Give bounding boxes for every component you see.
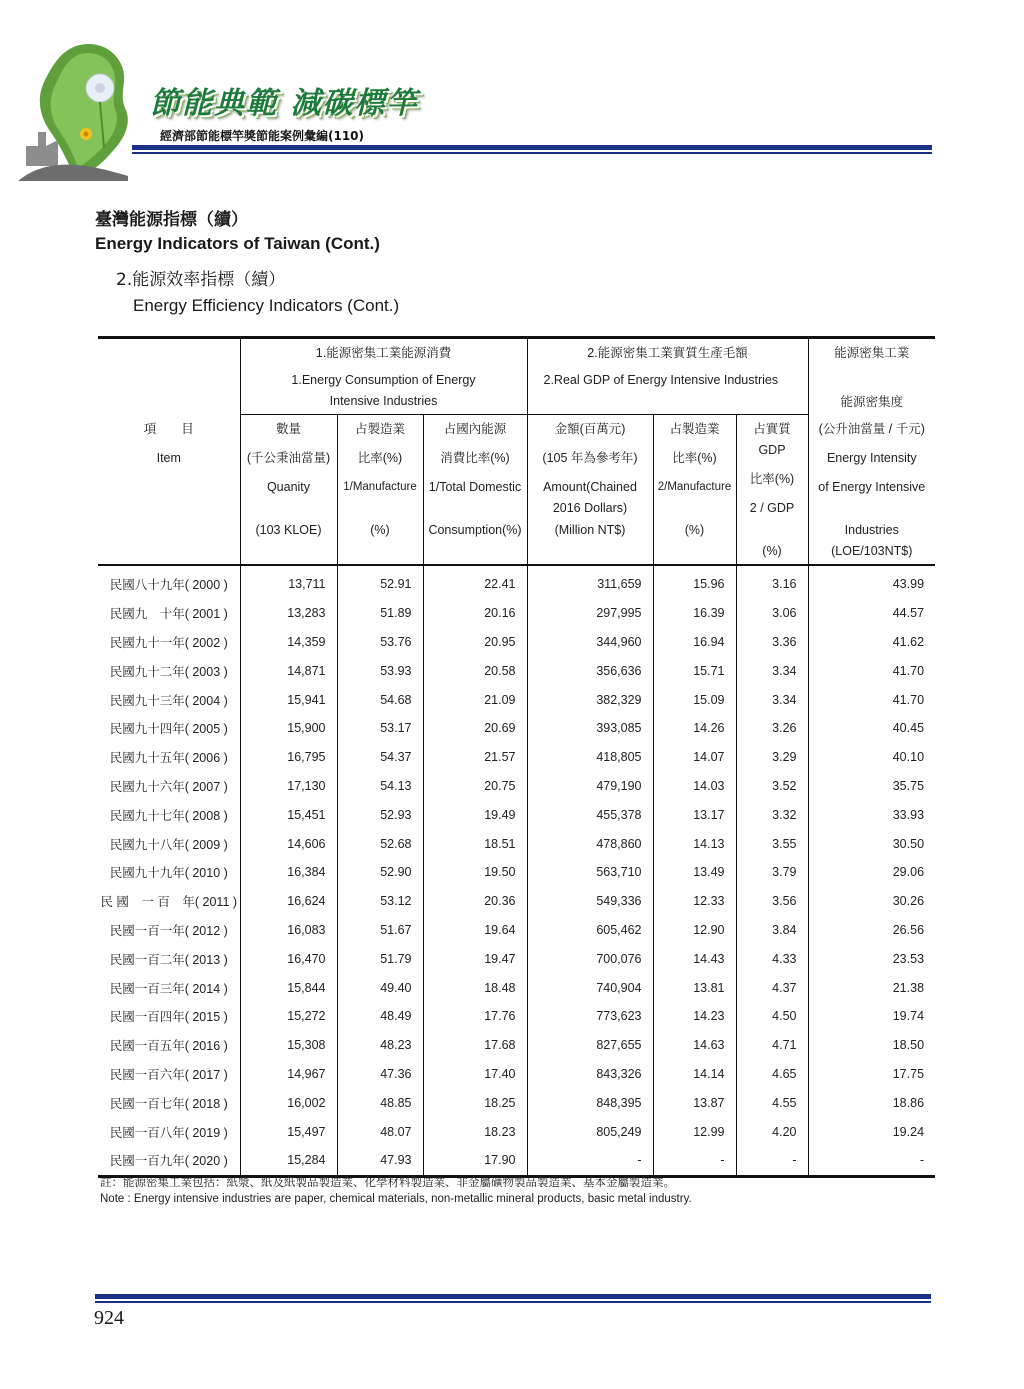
row-value-cell: 30.26 (808, 887, 935, 916)
row-value-cell: 3.84 (736, 916, 808, 945)
row-value-cell: 14.43 (653, 944, 736, 973)
row-value-cell: 16,083 (240, 916, 337, 945)
row-value-cell: 3.29 (736, 743, 808, 772)
row-value-cell: 14,359 (240, 628, 337, 657)
page-number: 924 (94, 1307, 124, 1329)
row-value-cell: - (808, 1146, 935, 1176)
header-rule-thin (132, 152, 932, 154)
row-value-cell: 549,336 (527, 887, 653, 916)
row-value-cell: 13,711 (240, 565, 337, 599)
row-value-cell: 4.50 (736, 1002, 808, 1031)
row-value-cell: 605,462 (527, 916, 653, 945)
row-value-cell: 16,384 (240, 858, 337, 887)
item-header-en: Item (156, 450, 181, 465)
row-value-cell: 13.87 (653, 1088, 736, 1117)
note-en: Note : Energy intensive industries are paper, chemical materials, non-metallic mineral products, basic metal industry. (100, 1193, 692, 1205)
row-value-cell: 16.94 (653, 628, 736, 657)
row-value-cell: 14,871 (240, 656, 337, 685)
row-year-cell: 民國一百一年( 2012 ) (109, 923, 228, 938)
row-value-cell: 13.17 (653, 800, 736, 829)
row-value-cell: 18.50 (808, 1031, 935, 1060)
row-value-cell: 3.16 (736, 565, 808, 599)
row-value-cell: 48.07 (337, 1117, 423, 1146)
row-year-cell: 民國九十七年( 2008 ) (109, 808, 228, 823)
col-amount-unit-zh: (105 年為參考年) (542, 451, 638, 465)
row-value-cell: 12.90 (653, 916, 736, 945)
row-value-cell: 22.41 (423, 565, 527, 599)
row-year-cell: 民國一百五年( 2016 ) (109, 1039, 228, 1054)
group1-header-en: 1.Energy Consumption of Energy Intensive Industries (240, 364, 527, 415)
row-value-cell: 20.36 (423, 887, 527, 916)
table-row (98, 1002, 935, 1031)
table-row (98, 565, 935, 599)
row-value-cell: 14.23 (653, 1002, 736, 1031)
table-row (98, 973, 935, 1002)
table-row (98, 656, 935, 685)
row-value-cell: 17.76 (423, 1002, 527, 1031)
col-gdp-zh: 占實質 GDP (753, 422, 791, 457)
row-value-cell: 47.36 (337, 1060, 423, 1089)
col-manufacture2-en: 2/Manufacture (657, 481, 732, 493)
col-manufacture2-unit-zh: 比率(%) (672, 451, 717, 465)
row-year-cell: 民國一百六年( 2017 ) (109, 1067, 228, 1082)
col-quantity-unit-zh: (千公秉油當量) (246, 451, 331, 465)
row-value-cell: 19.24 (808, 1117, 935, 1146)
col-amount-zh: 金額(百萬元) (554, 422, 626, 436)
group2-header-zh: 2.能源密集工業實質生產毛額 (527, 338, 808, 365)
row-value-cell: 53.93 (337, 656, 423, 685)
row-value-cell: 479,190 (527, 772, 653, 801)
row-value-cell: 14.03 (653, 772, 736, 801)
row-value-cell: 18.23 (423, 1117, 527, 1146)
row-value-cell: - (653, 1146, 736, 1176)
row-value-cell: 3.34 (736, 685, 808, 714)
table-row (98, 628, 935, 657)
col-amount-header (527, 415, 653, 566)
col-amount-unit-en: (Million NT$) (554, 523, 626, 537)
row-value-cell: 773,623 (527, 1002, 653, 1031)
row-value-cell: 14.63 (653, 1031, 736, 1060)
col-manufacture1-unit-en: (%) (370, 523, 390, 537)
row-value-cell: 20.16 (423, 599, 527, 628)
row-value-cell: 40.10 (808, 743, 935, 772)
row-value-cell: 4.37 (736, 973, 808, 1002)
row-value-cell: 20.95 (423, 628, 527, 657)
row-value-cell: 12.99 (653, 1117, 736, 1146)
row-value-cell: 3.79 (736, 858, 808, 887)
row-value-cell: 23.53 (808, 944, 935, 973)
row-value-cell: 15,308 (240, 1031, 337, 1060)
col-domestic-header (423, 415, 527, 566)
row-value-cell: 19.50 (423, 858, 527, 887)
row-value-cell: 4.71 (736, 1031, 808, 1060)
row-year-cell: 民國一百七年( 2018 ) (109, 1096, 228, 1111)
col-intensity-unit-en: (LOE/103NT$) (831, 543, 913, 558)
row-value-cell: 52.91 (337, 565, 423, 599)
note-zh: 註：能源密集工業包括：紙漿、紙及紙製品製造業、化學材料製造業、非金屬礦物製品製造業、基本金屬製造業。 (100, 1175, 675, 1189)
row-value-cell: 53.12 (337, 887, 423, 916)
row-value-cell: 19.64 (423, 916, 527, 945)
energy-efficiency-table-wrapper (98, 336, 935, 1178)
row-value-cell: - (736, 1146, 808, 1176)
row-value-cell: 53.17 (337, 714, 423, 743)
item-header (98, 415, 240, 566)
energy-efficiency-table (98, 336, 935, 1178)
row-value-cell: 15.09 (653, 685, 736, 714)
row-value-cell: 15,900 (240, 714, 337, 743)
footer-rule-thin (95, 1301, 931, 1303)
row-value-cell: 311,659 (527, 565, 653, 599)
row-value-cell: 382,329 (527, 685, 653, 714)
col-domestic-zh: 占國內能源 (443, 422, 507, 436)
row-year-cell: 民國九十八年( 2009 ) (109, 837, 228, 852)
row-value-cell: 843,326 (527, 1060, 653, 1089)
row-value-cell: 297,995 (527, 599, 653, 628)
row-year-cell: 民國九十九年( 2010 ) (109, 866, 228, 881)
row-value-cell: 48.23 (337, 1031, 423, 1060)
item-header-blank (98, 338, 240, 415)
col-domestic-unit-zh: 消費比率(%) (440, 451, 510, 465)
row-value-cell: 49.40 (337, 973, 423, 1002)
group3-header-zh2: 能源密集度 (808, 364, 935, 415)
row-value-cell: 14.26 (653, 714, 736, 743)
col-quantity-en: Quanity (266, 480, 311, 494)
row-value-cell: 17.68 (423, 1031, 527, 1060)
row-value-cell: 51.79 (337, 944, 423, 973)
row-value-cell: 47.93 (337, 1146, 423, 1176)
row-value-cell: 13.81 (653, 973, 736, 1002)
row-value-cell: 17.75 (808, 1060, 935, 1089)
row-value-cell: 51.89 (337, 599, 423, 628)
row-value-cell: 3.36 (736, 628, 808, 657)
row-value-cell: 20.75 (423, 772, 527, 801)
row-value-cell: 19.49 (423, 800, 527, 829)
row-value-cell: 3.26 (736, 714, 808, 743)
col-intensity-en2: of Energy Intensive (818, 479, 926, 494)
row-value-cell: 15,272 (240, 1002, 337, 1031)
row-value-cell: 41.62 (808, 628, 935, 657)
col-amount-en: Amount(Chained 2016 Dollars) (543, 480, 637, 515)
row-value-cell: 52.68 (337, 829, 423, 858)
row-value-cell: 18.51 (423, 829, 527, 858)
row-year-cell: 民國一百九年( 2020 ) (109, 1154, 228, 1169)
table-row (98, 829, 935, 858)
row-value-cell: 563,710 (527, 858, 653, 887)
row-value-cell: 21.09 (423, 685, 527, 714)
row-value-cell: 805,249 (527, 1117, 653, 1146)
row-value-cell: 18.86 (808, 1088, 935, 1117)
row-value-cell: 52.90 (337, 858, 423, 887)
col-intensity-en3: Industries (844, 522, 899, 537)
table-row (98, 1060, 935, 1089)
row-value-cell: 3.06 (736, 599, 808, 628)
row-value-cell: 41.70 (808, 685, 935, 714)
row-value-cell: 4.20 (736, 1117, 808, 1146)
row-value-cell: 30.50 (808, 829, 935, 858)
row-value-cell: 52.93 (337, 800, 423, 829)
row-value-cell: 15.71 (653, 656, 736, 685)
section-title-en: Energy Efficiency Indicators (Cont.) (133, 296, 400, 315)
row-value-cell: 41.70 (808, 656, 935, 685)
group2-header-en: 2.Real GDP of Energy Intensive Industries (527, 364, 808, 415)
row-value-cell: 4.33 (736, 944, 808, 973)
row-value-cell: 19.47 (423, 944, 527, 973)
col-manufacture1-zh: 占製造業 (354, 422, 405, 436)
row-value-cell: 3.56 (736, 887, 808, 916)
table-row (98, 944, 935, 973)
banner-subtitle: 經濟部節能標竿獎節能案例彙編(110) (160, 129, 365, 143)
row-year-cell: 民國一百三年( 2014 ) (109, 981, 228, 996)
row-value-cell: 16,470 (240, 944, 337, 973)
row-value-cell: 48.49 (337, 1002, 423, 1031)
table-row (98, 858, 935, 887)
row-value-cell: 848,395 (527, 1088, 653, 1117)
table-row (98, 685, 935, 714)
row-value-cell: 35.75 (808, 772, 935, 801)
row-value-cell: 44.57 (808, 599, 935, 628)
row-year-cell: 民國九十六年( 2007 ) (109, 779, 228, 794)
row-value-cell: 15,284 (240, 1146, 337, 1176)
row-value-cell: 13.49 (653, 858, 736, 887)
table-row (98, 714, 935, 743)
row-year-cell: 民國九十二年( 2003 ) (109, 664, 228, 679)
row-value-cell: 54.13 (337, 772, 423, 801)
row-year-cell: 民國一百八年( 2019 ) (109, 1125, 228, 1140)
table-row (98, 887, 935, 916)
row-value-cell: 16,795 (240, 743, 337, 772)
item-header-zh: 項 目 (143, 421, 194, 436)
row-value-cell: 827,655 (527, 1031, 653, 1060)
row-value-cell: 478,860 (527, 829, 653, 858)
table-row (98, 1088, 935, 1117)
row-value-cell: 21.57 (423, 743, 527, 772)
col-intensity-header (808, 415, 935, 566)
header-rule (132, 145, 932, 150)
col-gdp-header (736, 415, 808, 566)
row-value-cell: 700,076 (527, 944, 653, 973)
row-year-cell: 民國一百二年( 2013 ) (109, 952, 228, 967)
row-value-cell: 393,085 (527, 714, 653, 743)
row-year-cell: 民國九十五年( 2006 ) (109, 751, 228, 766)
row-value-cell: 15,497 (240, 1117, 337, 1146)
row-value-cell: 16,002 (240, 1088, 337, 1117)
row-value-cell: 15,844 (240, 973, 337, 1002)
row-value-cell: 21.38 (808, 973, 935, 1002)
row-value-cell: 17.90 (423, 1146, 527, 1176)
row-value-cell: 14,606 (240, 829, 337, 858)
col-gdp-en: 2 / GDP (749, 501, 795, 515)
row-year-cell: 民國一百四年( 2015 ) (109, 1010, 228, 1025)
row-value-cell: 19.74 (808, 1002, 935, 1031)
banner-logo-icon (18, 36, 168, 181)
row-value-cell: 418,805 (527, 743, 653, 772)
row-value-cell: 4.65 (736, 1060, 808, 1089)
page-title-zh: 臺灣能源指標（續） (95, 210, 248, 230)
table-row (98, 599, 935, 628)
col-gdp-unit-en: (%) (762, 544, 782, 558)
row-value-cell: 17,130 (240, 772, 337, 801)
row-value-cell: 48.85 (337, 1088, 423, 1117)
row-value-cell: 18.25 (423, 1088, 527, 1117)
table-row (98, 743, 935, 772)
row-value-cell: 3.55 (736, 829, 808, 858)
row-value-cell: 13,283 (240, 599, 337, 628)
row-year-cell: 民國九十三年( 2004 ) (109, 693, 228, 708)
row-year-cell: 民國九十四年( 2005 ) (109, 722, 228, 737)
col-intensity-en: Energy Intensity (826, 450, 917, 465)
col-manufacture1-en: 1/Manufacture (343, 481, 417, 493)
row-value-cell: 15,941 (240, 685, 337, 714)
col-manufacture1-header (337, 415, 423, 566)
row-year-cell: 民 國 一 百 年( 2011 ) (100, 895, 238, 910)
table-row (98, 916, 935, 945)
row-value-cell: 4.55 (736, 1088, 808, 1117)
row-value-cell: - (527, 1146, 653, 1176)
row-value-cell: 40.45 (808, 714, 935, 743)
col-manufacture1-unit-zh: 比率(%) (357, 451, 403, 465)
row-value-cell: 54.68 (337, 685, 423, 714)
section-title-zh: 2.能源效率指標（續） (116, 270, 286, 290)
banner-title: 節能典範 減碳標竿 (150, 86, 419, 121)
row-value-cell: 51.67 (337, 916, 423, 945)
col-intensity-unit-zh: (公升油當量 / 千元) (818, 421, 925, 436)
row-value-cell: 344,960 (527, 628, 653, 657)
col-manufacture2-zh: 占製造業 (669, 422, 720, 436)
row-value-cell: 3.52 (736, 772, 808, 801)
row-value-cell: 43.99 (808, 565, 935, 599)
table-row (98, 1031, 935, 1060)
col-quantity-header (240, 415, 337, 566)
row-value-cell: 20.69 (423, 714, 527, 743)
row-value-cell: 14,967 (240, 1060, 337, 1089)
col-manufacture2-unit-en: (%) (684, 523, 705, 537)
group1-header-zh: 1.能源密集工業能源消費 (240, 338, 527, 365)
table-body (98, 565, 935, 1176)
table-row (98, 800, 935, 829)
row-value-cell: 16.39 (653, 599, 736, 628)
row-value-cell: 14.13 (653, 829, 736, 858)
col-quantity-zh: 數量 (275, 422, 301, 436)
table-row (98, 772, 935, 801)
footer-rule (95, 1294, 931, 1299)
col-domestic-unit-en: Consumption(%) (428, 523, 522, 537)
group3-header-zh: 能源密集工業 (808, 338, 935, 365)
row-value-cell: 12.33 (653, 887, 736, 916)
row-year-cell: 民國九 十年( 2001 ) (109, 607, 228, 622)
row-value-cell: 53.76 (337, 628, 423, 657)
row-value-cell: 15.96 (653, 565, 736, 599)
row-value-cell: 15,451 (240, 800, 337, 829)
row-value-cell: 356,636 (527, 656, 653, 685)
row-value-cell: 33.93 (808, 800, 935, 829)
header-banner (0, 0, 1024, 185)
row-value-cell: 14.07 (653, 743, 736, 772)
table-row (98, 1146, 935, 1176)
page-title-en: Energy Indicators of Taiwan (Cont.) (95, 234, 380, 253)
row-value-cell: 455,378 (527, 800, 653, 829)
row-value-cell: 740,904 (527, 973, 653, 1002)
row-value-cell: 20.58 (423, 656, 527, 685)
col-quantity-unit-en: (103 KLOE) (255, 523, 322, 537)
row-value-cell: 29.06 (808, 858, 935, 887)
row-value-cell: 26.56 (808, 916, 935, 945)
row-value-cell: 14.14 (653, 1060, 736, 1089)
row-value-cell: 18.48 (423, 973, 527, 1002)
table-row (98, 1117, 935, 1146)
col-manufacture2-header (653, 415, 736, 566)
row-year-cell: 民國九十一年( 2002 ) (109, 635, 228, 650)
col-domestic-en: 1/Total Domestic (428, 480, 522, 494)
row-value-cell: 16,624 (240, 887, 337, 916)
row-year-cell: 民國八十九年( 2000 ) (109, 578, 228, 593)
row-value-cell: 17.40 (423, 1060, 527, 1089)
row-value-cell: 3.32 (736, 800, 808, 829)
row-value-cell: 54.37 (337, 743, 423, 772)
col-gdp-unit-zh: 比率(%) (749, 472, 795, 486)
row-value-cell: 3.34 (736, 656, 808, 685)
